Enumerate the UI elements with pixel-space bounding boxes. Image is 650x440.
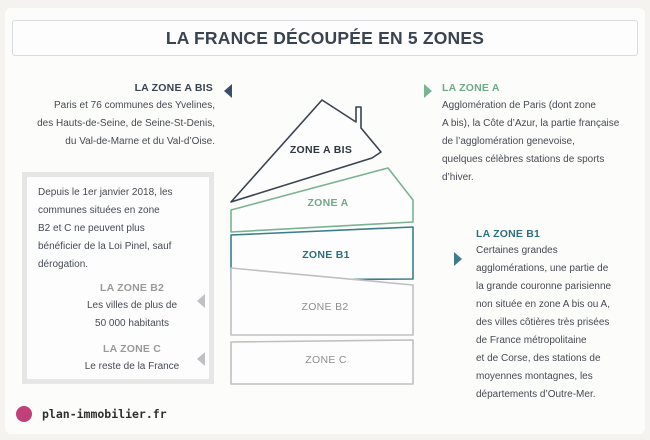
house-label-b2: ZONE B2 [301,301,349,313]
zone-b1-line: de France métropolitaine [476,335,587,346]
house-label-b1: ZONE B1 [302,249,350,261]
zone-b1-block [476,228,646,404]
zone-a-line: Agglomération de Paris (dont zone [442,100,596,111]
pinel-note-line: B2 et C ne peuvent plus [38,223,145,234]
zone-b1-line: agglomérations, une partie de [476,263,609,274]
house-label-c: ZONE C [305,354,347,366]
zone-abis-line: des Hauts-de-Seine, de Seine-St-Denis, [37,118,215,129]
pinel-note-line: communes situées en zone [38,205,160,216]
pinel-note [38,184,208,274]
pointer-right-icon [424,84,432,98]
zone-b2-line: 50 000 habitants [95,318,169,329]
pinel-note-line: Depuis le 1er janvier 2018, les [38,187,173,198]
pointer-left-icon [197,294,205,308]
zone-b1-line: et de Corse, des stations de [476,353,601,364]
zone-a-line: quelques célèbres stations de sports [442,154,605,165]
zone-b1-line: non située en zone A bis ou A, [476,299,610,310]
pointer-right-icon [454,252,462,266]
zone-c-heading: LA ZONE C [103,343,161,355]
zone-b1-line: des villes côtières très prisées [476,317,610,328]
zone-b1-line: départements d’Outre-Mer. [476,389,596,400]
zone-b2-heading: LA ZONE B2 [99,282,165,294]
zone-a-line: de l’agglomération genevoise, [442,136,575,147]
title-bar [12,20,638,56]
zone-a-line: d’hiver. [442,172,474,183]
zone-b1-line: moyennes montagnes, les [476,371,593,382]
zone-b1-heading: LA ZONE B1 [476,228,541,240]
zone-b2-block [72,282,192,333]
zone-a-block [442,82,642,187]
zone-abis-line: Paris et 76 communes des Yvelines, [53,100,215,111]
brand-logo-icon [16,406,32,422]
house-label-abis: ZONE A BIS [289,144,353,156]
zone-a-heading: LA ZONE A [442,82,500,94]
pointer-left-icon [197,352,205,366]
zone-c-line: Le reste de la France [84,361,180,372]
zone-b1-line: la grande couronne parisienne [476,281,612,292]
footer-brand[interactable] [16,406,167,422]
zone-abis-line: du Val-de-Marne et du Val-d’Oise. [65,136,215,147]
brand-name: plan-immobilier.fr [42,407,167,421]
house-label-a: ZONE A [307,197,349,209]
house-diagram [220,92,425,392]
zone-a-line: A bis), la Côte d’Azur, la partie française [442,118,620,129]
zone-abis-block [20,82,215,151]
pinel-note-line: bénéficier de la Loi Pinel, sauf [38,241,172,252]
zone-b2-line: Les villes de plus de [86,300,178,311]
page-title: LA FRANCE DÉCOUPÉE EN 5 ZONES [165,27,485,48]
pinel-note-line: dérogation. [38,259,89,270]
zone-abis-heading: LA ZONE A BIS [134,82,213,94]
zone-c-block [72,343,192,376]
zone-b1-line: Certaines grandes [476,245,558,256]
